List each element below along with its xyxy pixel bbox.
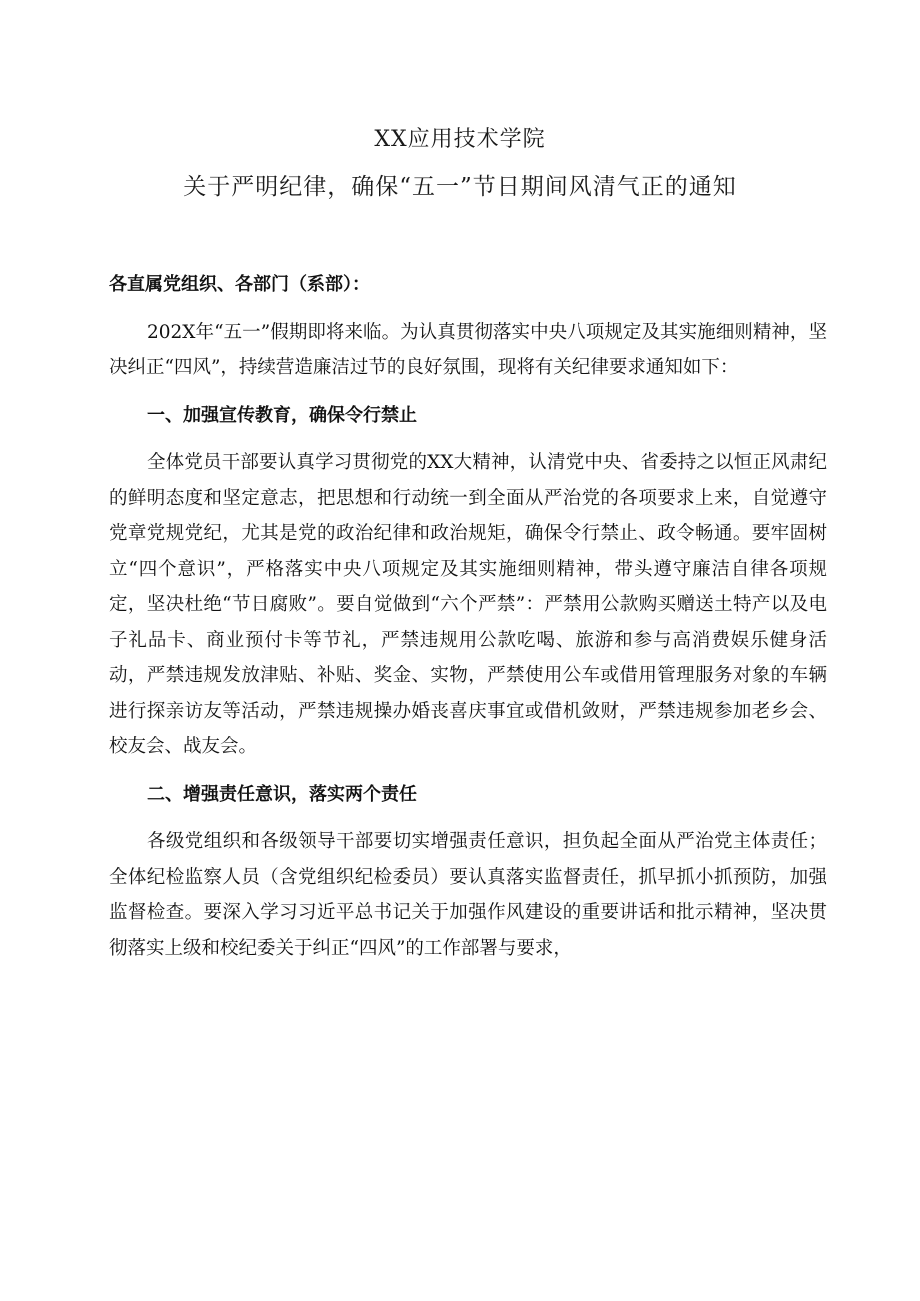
- section-heading-2: 二、增强责任意识，落实两个责任: [147, 783, 417, 805]
- institution-title: XX应用技术学院: [374, 127, 546, 152]
- section-heading-1: 一、加强宣传教育，确保令行禁止: [147, 404, 417, 426]
- intro-paragraph: 202X年“五一”假期即将来临。为认真贯彻落实中央八项规定及其实施细则精神，坚决纠正“四风”，持续营造廉洁过节的良好氛围，现将有关纪律要求通知如下：: [109, 321, 827, 378]
- document-body: [109, 267, 827, 978]
- section-body-1: 全体党员干部要认真学习贯彻党的XX大精神，认清党中央、省委持之以恒正风肃纪的鲜明态度和坚定意志，把思想和行动统一到全面从严治党的各项要求上来，自觉遵守党章党规党纪，尤其是党的政治纪律和政治规矩，确保令行禁止、政令畅通。要牢固树立“四个意识”，严格落实中央八项规定及其实施细则精神，带头遵守廉洁自律各项规定，坚决杜绝“节日腐败”。要自觉做到“六个严禁”：严禁用公款购买赠送土特产以及电子礼品卡、商业预付卡等节礼，严禁违规用公款吃喝、旅游和参与高消费娱乐健身活动，严禁违规发放津贴、补贴、奖金、实物，严禁使用公车或借用管理服务对象的车辆进行探亲访友等活动，严禁违规操办婚丧喜庆事宜或借机敛财，严禁违规参加老乡会、校友会、战友会。: [109, 452, 827, 757]
- salutation: 各直属党组织、各部门（系部）：: [109, 274, 370, 295]
- notice-title: 关于严明纪律，确保“五一”节日期间风清气正的通知: [183, 174, 737, 200]
- section-body-2: 各级党组织和各级领导干部要切实增强责任意识，担负起全面从严治党主体责任；全体纪检监察人员（含党组织纪检委员）要认真落实监督责任，抓早抓小抓预防，加强监督检查。要深入学习习近平总书记关于加强作风建设的重要讲话和批示精神，坚决贯彻落实上级和校纪委关于纠正“四风”的工作部署与要求，: [109, 831, 827, 959]
